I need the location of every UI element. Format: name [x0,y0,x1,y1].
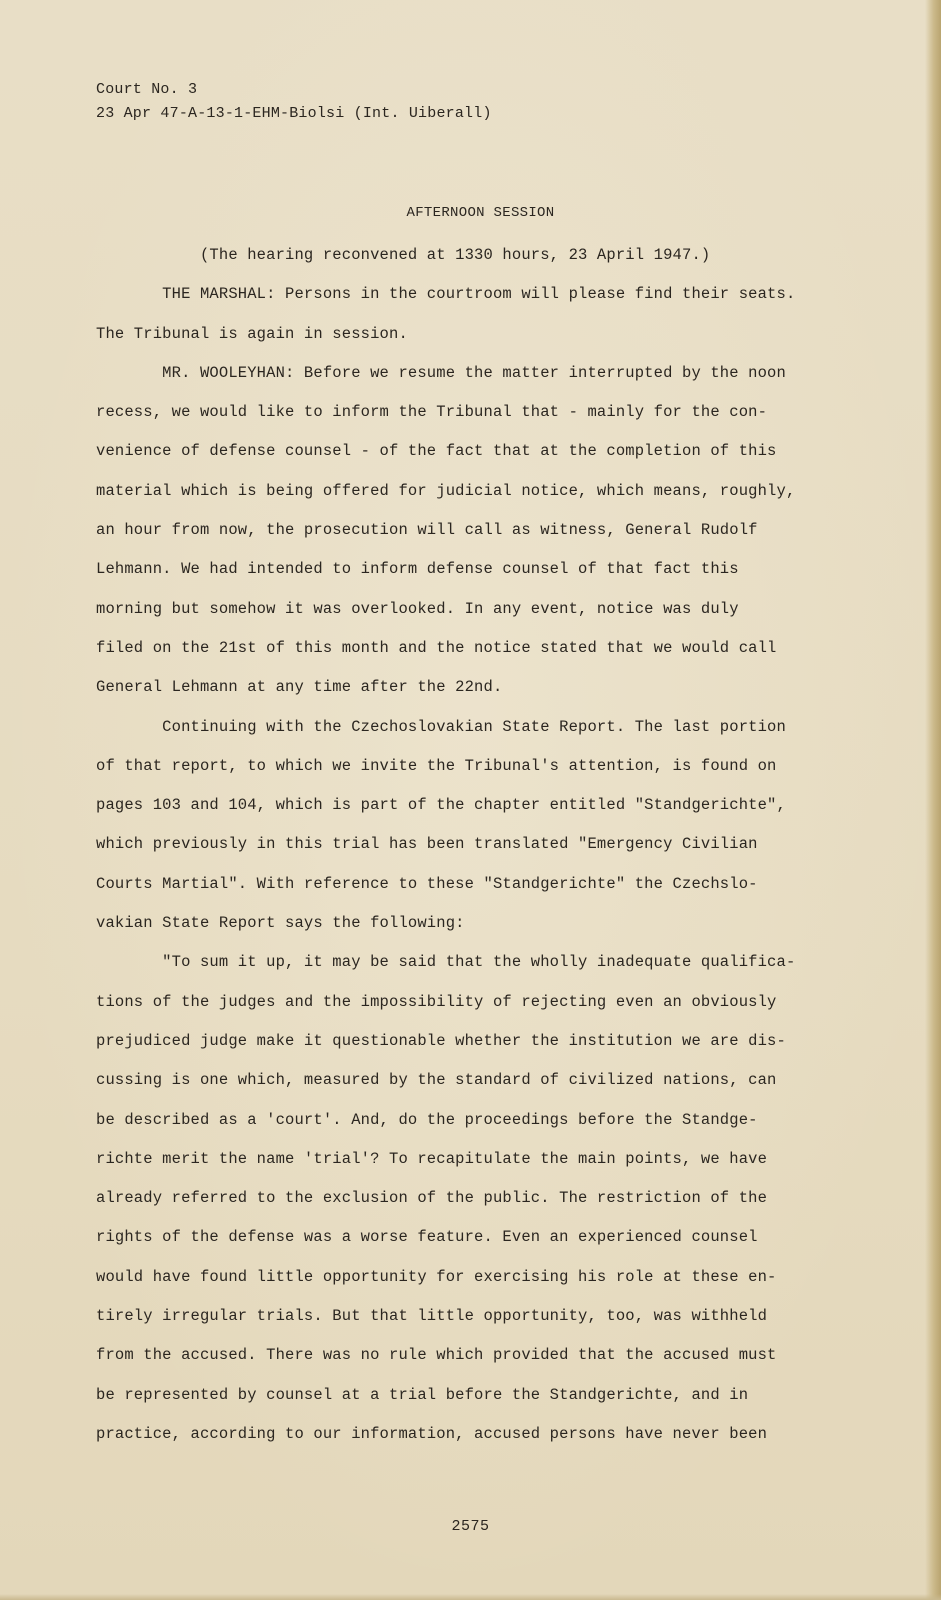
transcript-line: already referred to the exclusion of the public. The restriction of the [96,1189,768,1208]
transcript-line: material which is being offered for judicial notice, which means, roughly, [96,481,796,500]
transcript-line: from the accused. There was no rule which provided that the accused must [96,1346,777,1365]
transcript-line: practice, according to our information, accused persons have never been [96,1424,768,1443]
transcript-line: Courts Martial". With reference to these "Standgerichte" the Czechslo- [96,874,758,893]
transcript-line: pages 103 and 104, which is part of the chapter entitled "Standgerichte", [96,796,786,815]
transcript-line: The Tribunal is again in session. [96,324,408,343]
transcript-line: cussing is one which, measured by the standard of civilized nations, can [96,1071,777,1090]
transcript-line: recess, we would like to inform the Tribunal that - mainly for the con- [96,403,768,422]
transcript-line: prejudiced judge make it questionable whether the institution we are dis- [96,1031,786,1050]
transcript-line: tirely irregular trials. But that little opportunity, too, was withheld [96,1307,768,1326]
session-title: AFTERNOON SESSION [406,205,555,221]
transcript-line: General Lehmann at any time after the 22nd. [96,678,503,697]
transcript-body [96,236,856,1454]
document-header [96,78,492,126]
transcript-line: (The hearing reconvened at 1330 hours, 23 April 1947.) [96,246,711,264]
transcript-line: morning but somehow it was overlooked. In any event, notice was duly [96,599,739,618]
transcript-line: of that report, to which we invite the Tribunal's attention, is found on [96,756,777,775]
page-edge-right [925,0,941,1600]
page-number: 2575 [451,1518,490,1535]
transcript-line: vakian State Report says the following: [96,914,465,933]
transcript-line: which previously in this trial has been translated "Emergency Civilian [96,835,758,854]
transcript-line: venience of defense counsel - of the fact that at the completion of this [96,442,777,461]
transcript-line: Lehmann. We had intended to inform defense counsel of that fact this [96,560,739,579]
transcript-line: "To sum it up, it may be said that the wholly inadequate qualifica- [96,953,796,972]
page-edge-bottom [0,1594,941,1600]
transcript-line: be described as a 'court'. And, do the proceedings before the Standge- [96,1110,758,1129]
transcript-line: MR. WOOLEYHAN: Before we resume the matter interrupted by the noon [96,363,786,382]
transcript-line: would have found little opportunity for exercising his role at these en- [96,1267,777,1286]
court-number: Court No. 3 [96,81,198,98]
transcript-line: THE MARSHAL: Persons in the courtroom will please find their seats. [96,285,796,304]
transcript-reference: 23 Apr 47-A-13-1-EHM-Biolsi (Int. Uiberall) [96,105,492,122]
transcript-line: filed on the 21st of this month and the notice stated that we would call [96,638,777,657]
transcript-line: richte merit the name 'trial'? To recapitulate the main points, we have [96,1149,768,1168]
transcript-line: Continuing with the Czechoslovakian State Report. The last portion [96,717,786,736]
transcript-line: tions of the judges and the impossibility of rejecting even an obviously [96,992,777,1011]
transcript-line: rights of the defense was a worse feature. Even an experienced counsel [96,1228,758,1247]
transcript-line: be represented by counsel at a trial before the Standgerichte, and in [96,1385,749,1404]
transcript-line: an hour from now, the prosecution will call as witness, General Rudolf [96,521,758,540]
